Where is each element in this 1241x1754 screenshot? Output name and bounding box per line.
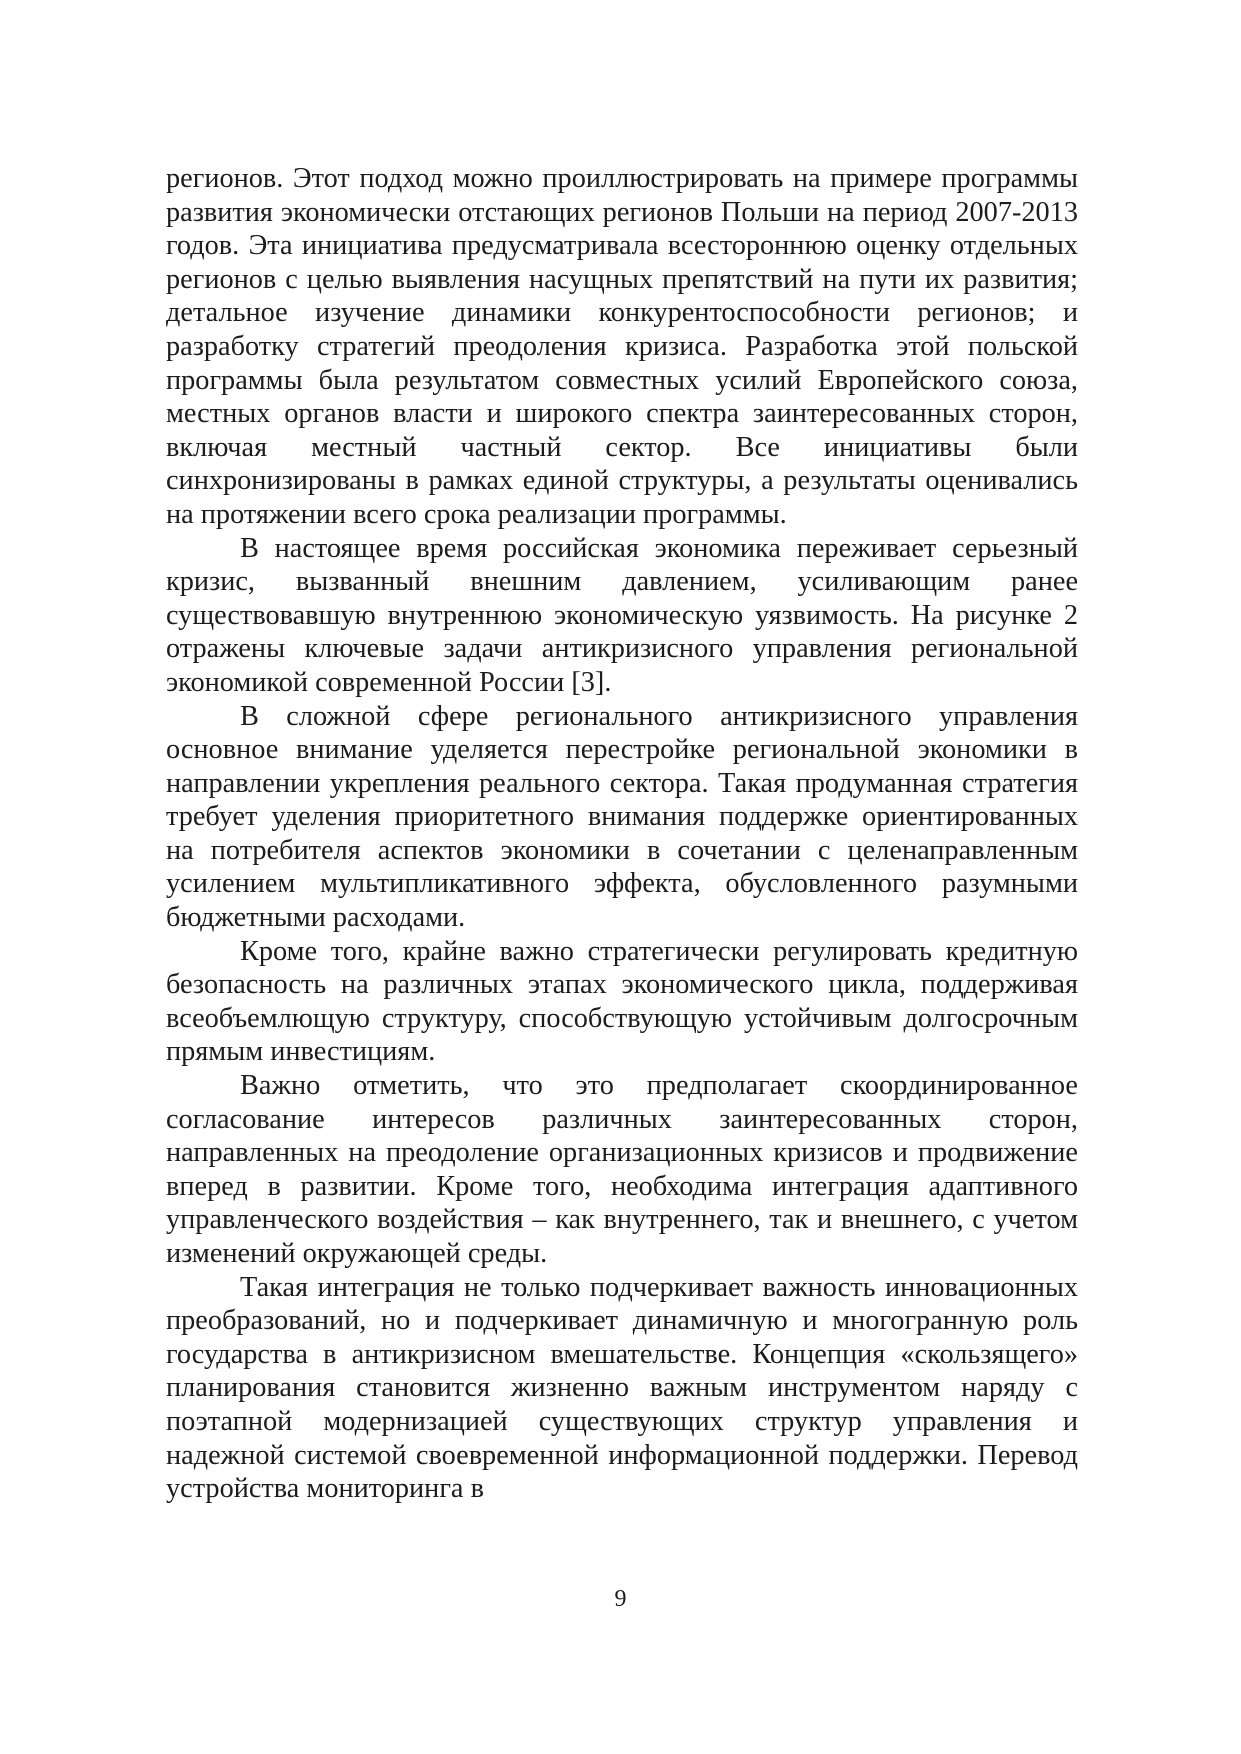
paragraph: В сложной сфере регионального антикризисного управления основное внимание уделяется перестройке региональной экономики в направлении укрепления реального сектора. Такая продуманная стратегия требует уделения приоритетного внимания поддержке ориентированных на потребителя аспектов экономики в сочетании с целенаправленным усилением мультипликативного эффекта, обусловленного разумными бюджетными расходами. [166, 700, 1078, 934]
paragraph: Важно отметить, что это предполагает скоординированное согласование интересов различных заинтересованных сторон, направленных на преодоление организационных кризисов и продвижение вперед в развитии. Кроме того, необходима интеграция адаптивного управленческого воздействия – как внутреннего, так и внешнего, с учетом изменений окружающей среды. [166, 1070, 1078, 1269]
paragraph-continuation: регионов. Этот подход можно проиллюстрировать на примере программы развития экономически отстающих регионов Польши на период 2007-2013 годов. Эта инициатива предусматривала всестороннюю оценку отдельных регионов с целью выявления насущных препятствий на пути их развития; детальное изучение динамики конкурентоспособности регионов; и разработку стратегий преодоления кризиса. Разработка этой польской программы была результатом совместных усилий Европейского союза, местных органов власти и широкого спектра заинтересованных сторон, включая местный частный сектор. Все инициативы были синхронизированы в рамках единой структуры, а результаты оценивались на протяжении всего срока реализации программы. [166, 163, 1078, 530]
page-body [166, 162, 1078, 1506]
paragraph: Такая интеграция не только подчеркивает важность инновационных преобразований, но и подчеркивает динамичную и многогранную роль государства в антикризисном вмешательстве. Концепция «скользящего» планирования становится жизненно важным инструментом наряду с поэтапной модернизацией существующих структур управления и надежной системой своевременной информационной поддержки. Перевод устройства мониторинга в [166, 1271, 1078, 1505]
paragraph: Кроме того, крайне важно стратегически регулировать кредитную безопасность на различных этапах экономического цикла, поддерживая всеобъемлющую структуру, способствующую устойчивым долгосрочным прямым инвестициям. [166, 935, 1078, 1068]
page-number: 9 [614, 1586, 627, 1612]
paragraph: В настоящее время российская экономика переживает серьезный кризис, вызванный внешним давлением, усиливающим ранее существовавшую внутреннюю экономическую уязвимость. На рисунке 2 отражены ключевые задачи антикризисного управления региональной экономикой современной России [3]. [166, 532, 1078, 698]
